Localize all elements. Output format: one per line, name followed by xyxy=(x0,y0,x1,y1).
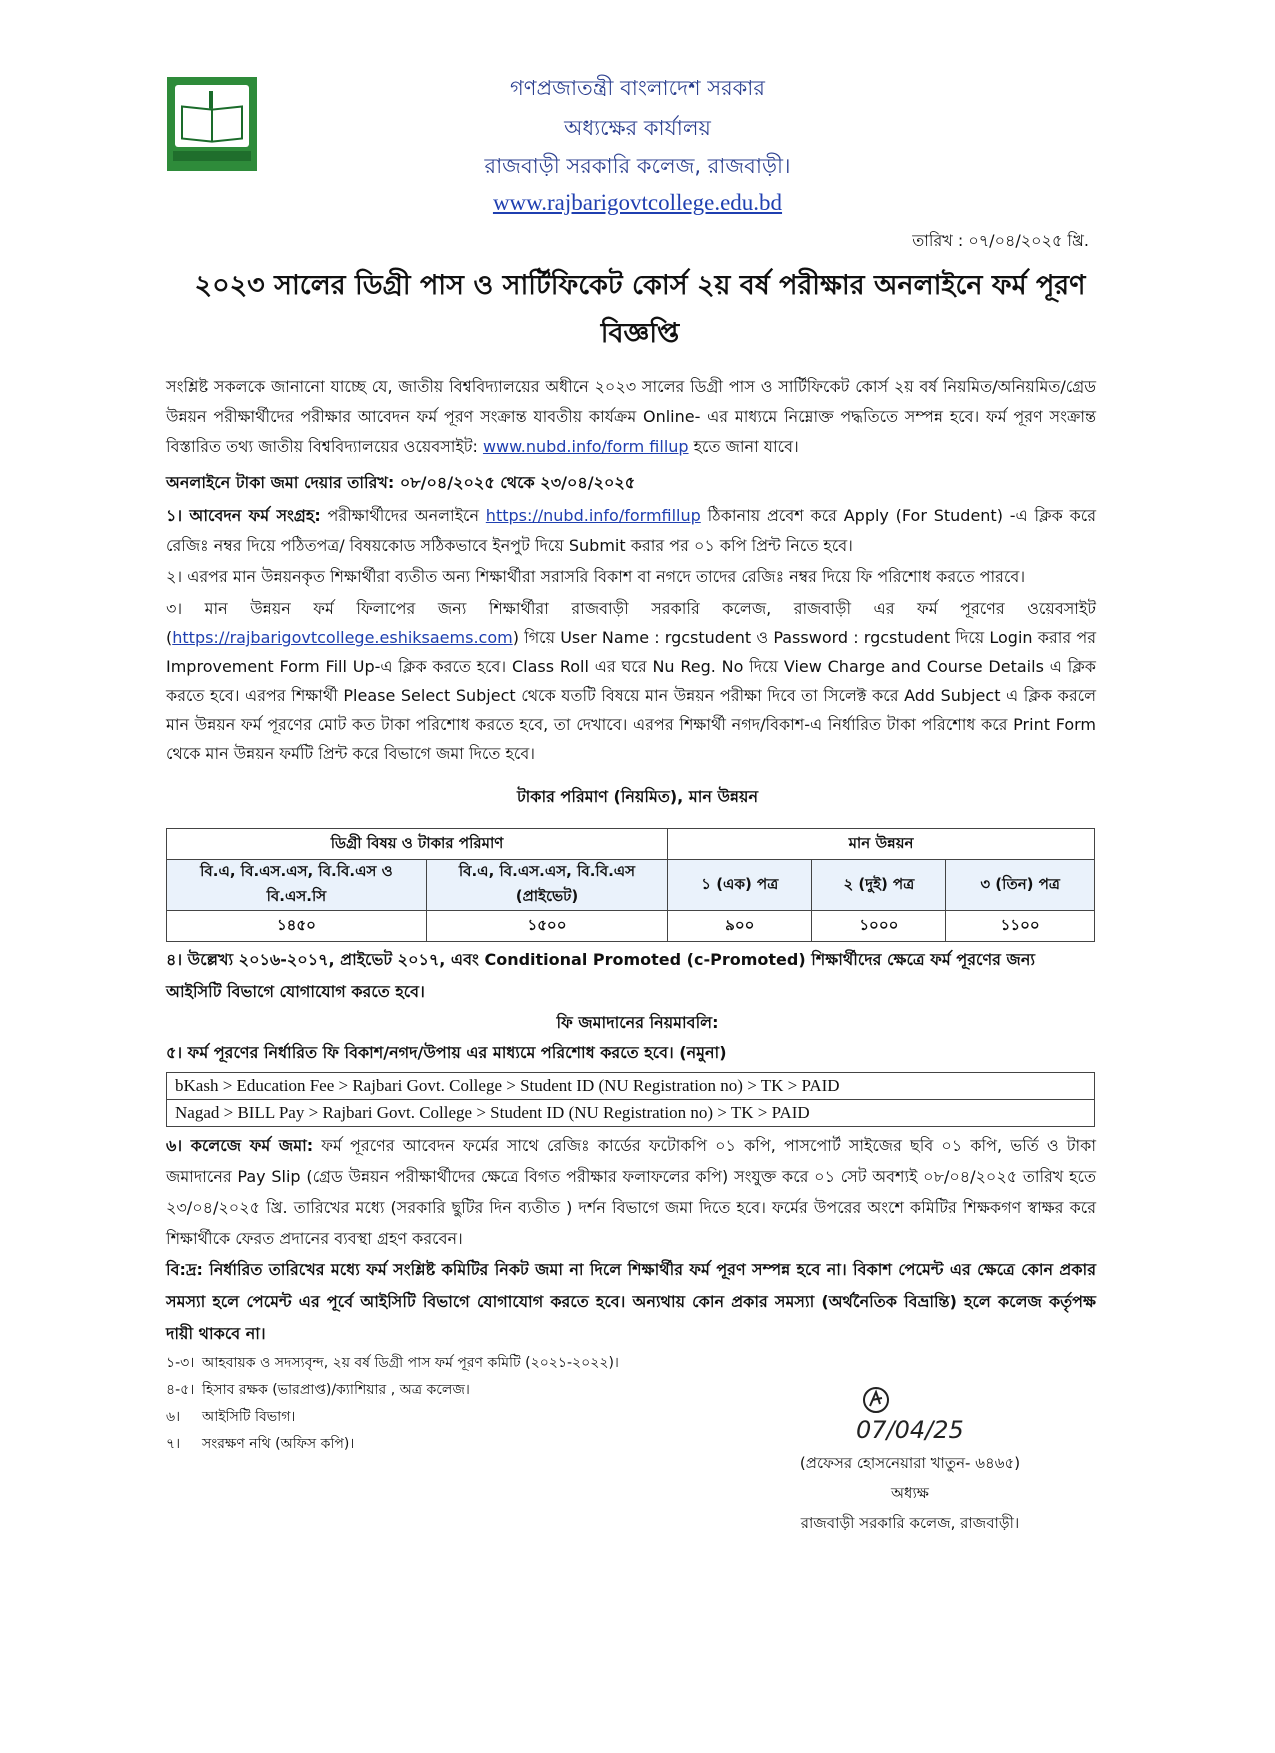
step-1-paragraph xyxy=(166,501,1096,561)
list-item-number: ৪-৫। xyxy=(166,1382,195,1398)
table-group-header: ডিগ্রী বিষয় ও টাকার পরিমাণ xyxy=(167,829,668,860)
table-row xyxy=(167,1100,1095,1127)
table-group-header: মান উন্নয়ন xyxy=(668,829,1095,860)
header-office: অধ্যক্ষের কার্যালয় xyxy=(564,116,711,140)
notice-date: তারিখ : ০৭/০৪/২০২৫ খ্রি. xyxy=(912,231,1089,250)
list-item-text: হিসাব রক্ষক (ভারপ্রাপ্ত)/ক্যাশিয়ার , অত্র কলেজ। xyxy=(202,1382,470,1398)
nagad-path: Nagad > BILL Pay > Rajbari Govt. College > Student ID (NU Registration no) > TK > PAID xyxy=(167,1100,1095,1127)
table-row xyxy=(167,911,1095,942)
list-item xyxy=(166,1431,619,1458)
step-6-text: ফর্ম পূরণের আবেদন ফর্মের সাথে রেজিঃ কার্ডের ফটোকপি ০১ কপি, পাসপোর্ট সাইজের ছবি ০১ কপি, ভর্তি ও টাকা জমাদানের Pay Slip (গ্রেড উন্নয়ন পরীক্ষার্থীদের ক্ষেত্রে বিগত পরীক্ষার ফলাফলের কপি) সংযুক্ত করে ০১ সেট অবশ্যই ০৮/০৪/২০২৫ তারিখ হতে ২৩/০৪/২০২৫ খ্রি. তারিখের মধ্যে (সরকারি ছুটির দিন ব্যতীত ) দর্শন বিভাগে জমা দিতে হবে। ফর্মের উপরের অংশে কমিটির শিক্ষকগণ স্বাক্ষর করে শিক্ষার্থীকে ফেরত প্রদানের ব্যবস্থা গ্রহণ করবেন। xyxy=(166,1136,1096,1248)
table-cell: ১৫০০ xyxy=(426,911,667,942)
fee-table xyxy=(166,828,1095,942)
list-item-number: ১-৩। xyxy=(166,1355,195,1371)
fee-table-caption: টাকার পরিমাণ (নিয়মিত), মান উন্নয়ন xyxy=(516,787,759,806)
step-1-pre: পরীক্ষার্থীদের অনলাইনে xyxy=(320,506,486,525)
table-cell: ১৪৫০ xyxy=(167,911,427,942)
header-website-link[interactable]: www.rajbarigovtcollege.edu.bd xyxy=(492,190,783,215)
list-item xyxy=(166,1377,619,1404)
header-college: রাজবাড়ী সরকারি কলেজ, রাজবাড়ী। xyxy=(484,154,791,178)
table-header-cell: ৩ (তিন) পত্র xyxy=(946,860,1095,911)
nubd-formfillup-link[interactable]: www.nubd.info/form fillup xyxy=(482,437,689,456)
handwritten-signature xyxy=(848,1386,988,1446)
intro-paragraph xyxy=(166,372,1096,462)
list-item-text: সংরক্ষণ নথি (অফিস কপি)। xyxy=(202,1436,355,1452)
list-item-text: আহবায়ক ও সদস্যবৃন্দ, ২য় বর্ষ ডিগ্রী পাস ফর্ম পূরণ কমিটি (২০২১-২০২২)। xyxy=(202,1355,619,1371)
list-item-text: আইসিটি বিভাগ। xyxy=(202,1409,296,1425)
step-1-label: ১। আবেদন ফর্ম সংগ্রহ: xyxy=(166,506,321,525)
intro-tail: হতে জানা যাবে। xyxy=(688,437,799,456)
note-4: ৪। উল্লেখ্য ২০১৬-২০১৭, প্রাইভেট ২০১৭, এবং Conditional Promoted (c-Promoted) শিক্ষার্থীদের ক্ষেত্রে ফর্ম পূরণের জন্য আইসিটি বিভাগে যোগাযোগ করতে হবে। xyxy=(166,950,1036,1001)
rule-5: ৫। ফর্ম পূরণের নির্ধারিত ফি বিকাশ/নগদ/উপায় এর মাধ্যমে পরিশোধ করতে হবে। (নমুনা) xyxy=(166,1043,727,1062)
bkash-path: bKash > Education Fee > Rajbari Govt. College > Student ID (NU Registration no) > TK > PAID xyxy=(167,1073,1095,1100)
list-item-number: ৭। xyxy=(166,1436,181,1452)
table-header-cell: ২ (দুই) পত্র xyxy=(812,860,946,911)
intro-text: সংশ্লিষ্ট সকলকে জানানো যাচ্ছে যে, জাতীয় বিশ্ববিদ্যালয়ের অধীনে ২০২৩ সালের ডিগ্রী পাস ও সার্টিফিকেট কোর্স ২য় বর্ষ নিয়মিত/অনিয়মিত/গ্রেড উন্নয়ন পরীক্ষার্থীদের পরীক্ষার আবেদন ফর্ম পূরণ সংক্রান্ত যাবতীয় কার্যক্রম Online- এর মাধ্যমে নিম্নোক্ত পদ্ধতিতে সম্পন্ন হবে। ফর্ম পূরণ সংক্রান্ত বিস্তারিত তথ্য জাতীয় বিশ্ববিদ্যালয়ের ওয়েবসাইট: xyxy=(166,377,1096,456)
table-cell: ১০০০ xyxy=(812,911,946,942)
list-item-number: ৬। xyxy=(166,1409,181,1425)
payment-dates: অনলাইনে টাকা জমা দেয়ার তারিখ: ০৮/০৪/২০২৫ থেকে ২৩/০৪/২০২৫ xyxy=(166,473,636,492)
payment-path-table xyxy=(166,1072,1095,1127)
list-item xyxy=(166,1404,619,1431)
table-cell: ৯০০ xyxy=(668,911,812,942)
signatory-name: (প্রফেসর হোসনেয়ারা খাতুন- ৬৪৬৫) xyxy=(799,1454,1021,1472)
nubd-formfillup-url-link[interactable]: https://nubd.info/formfillup xyxy=(485,506,701,525)
eshiksaems-link[interactable]: https://rajbarigovtcollege.eshiksaems.com xyxy=(172,628,513,647)
table-row xyxy=(167,860,1095,911)
step-3-pre: ৩। মান উন্নয়ন ফর্ম ফিলাপের জন্য শিক্ষার্থীরা রাজবাড়ী সরকারি কলেজ, রাজবাড়ী এর ফর্ম পূরণের ওয়েবসাইট ( xyxy=(166,599,1096,647)
signatory-designation: অধ্যক্ষ xyxy=(891,1484,929,1502)
step-3-paragraph xyxy=(166,594,1096,768)
warning-note: বি:দ্র: নির্ধারিত তারিখের মধ্যে ফর্ম সংশ্লিষ্ট কমিটির নিকট জমা না দিলে শিক্ষার্থীর ফর্ম পূরণ সম্পন্ন হবে না। বিকাশ পেমেন্ট এর ক্ষেত্রে কোন প্রকার সমস্যা হলে পেমেন্ট এর পূর্বে আইসিটি বিভাগে যোগাযোগ করতে হবে। অন্যথায় কোন প্রকার সমস্যা (অর্থনৈতিক বিভ্রান্তি) হলে কলেজ কর্তৃপক্ষ দায়ী থাকবে না। xyxy=(166,1260,1096,1343)
table-header-cell: ১ (এক) পত্র xyxy=(668,860,812,911)
signatory-institution: রাজবাড়ী সরকারি কলেজ, রাজবাড়ী। xyxy=(800,1514,1020,1532)
table-header-cell: বি.এ, বি.এস.এস, বি.বি.এস (প্রাইভেট) xyxy=(426,860,667,911)
fee-rules-title: ফি জমাদানের নিয়মাবলি: xyxy=(556,1013,719,1032)
table-header-cell: বি.এ, বি.এস.এস, বি.বি.এস ও বি.এস.সি xyxy=(167,860,427,911)
step-3-post: ) গিয়ে User Name : rgcstudent ও Password : rgcstudent দিয়ে Login করার পর Improvement Form Fill Up-এ ক্লিক করতে হবে। Class Roll এর ঘরে Nu Reg. No দিয়ে View Charge and Course Details এ ক্লিক করতে হবে। এরপর শিক্ষার্থী Please Select Subject থেকে যতটি বিষয়ে মান উন্নয়ন পরীক্ষা দিবে তা সিলেক্ট করে Add Subject এ ক্লিক করলে মান উন্নয়ন ফর্ম পূরণের মোট কত টাকা পরিশোধ করতে হবে, তা দেখাবে। এরপর শিক্ষার্থী নগদ/বিকাশ-এ নির্ধারিত টাকা পরিশোধ করে Print Form থেকে মান উন্নয়ন ফর্মটি প্রিন্ট করে বিভাগে জমা দিতে হবে। xyxy=(166,628,1096,763)
table-cell: ১১০০ xyxy=(946,911,1095,942)
step-6-paragraph xyxy=(166,1130,1096,1254)
step-2-paragraph: ২। এরপর মান উন্নয়নকৃত শিক্ষার্থীরা ব্যতীত অন্য শিক্ষার্থীরা সরাসরি বিকাশ বা নগদে তাদের রেজিঃ নম্বর দিয়ে ফি পরিশোধ করতে পারবে। xyxy=(166,567,1026,586)
list-item xyxy=(166,1350,619,1377)
signature-block xyxy=(760,1448,1060,1538)
table-row xyxy=(167,1073,1095,1100)
step-6-label: ৬। কলেজে ফর্ম জমা: xyxy=(166,1136,314,1155)
header-government: গণপ্রজাতন্ত্রী বাংলাদেশ সরকার xyxy=(510,76,765,100)
step-1-post: ঠিকানায় প্রবেশ করে Apply (For Student) -এ ক্লিক করে রেজিঃ নম্বর দিয়ে পঠিতপত্র/ বিষয়কোড সঠিকভাবে ইনপুট দিয়ে Submit করার পর ০১ কপি প্রিন্ট নিতে হবে। xyxy=(166,506,1096,555)
handwritten-date: 07/04/25 xyxy=(856,1416,964,1444)
table-row xyxy=(167,829,1095,860)
notice-title: ২০২৩ সালের ডিগ্রী পাস ও সার্টিফিকেট কোর্স ২য় বর্ষ পরীক্ষার অনলাইনে ফর্ম পূরণ বিজ্ঞপ্তি xyxy=(194,270,1086,349)
copy-distribution-list xyxy=(166,1350,619,1458)
